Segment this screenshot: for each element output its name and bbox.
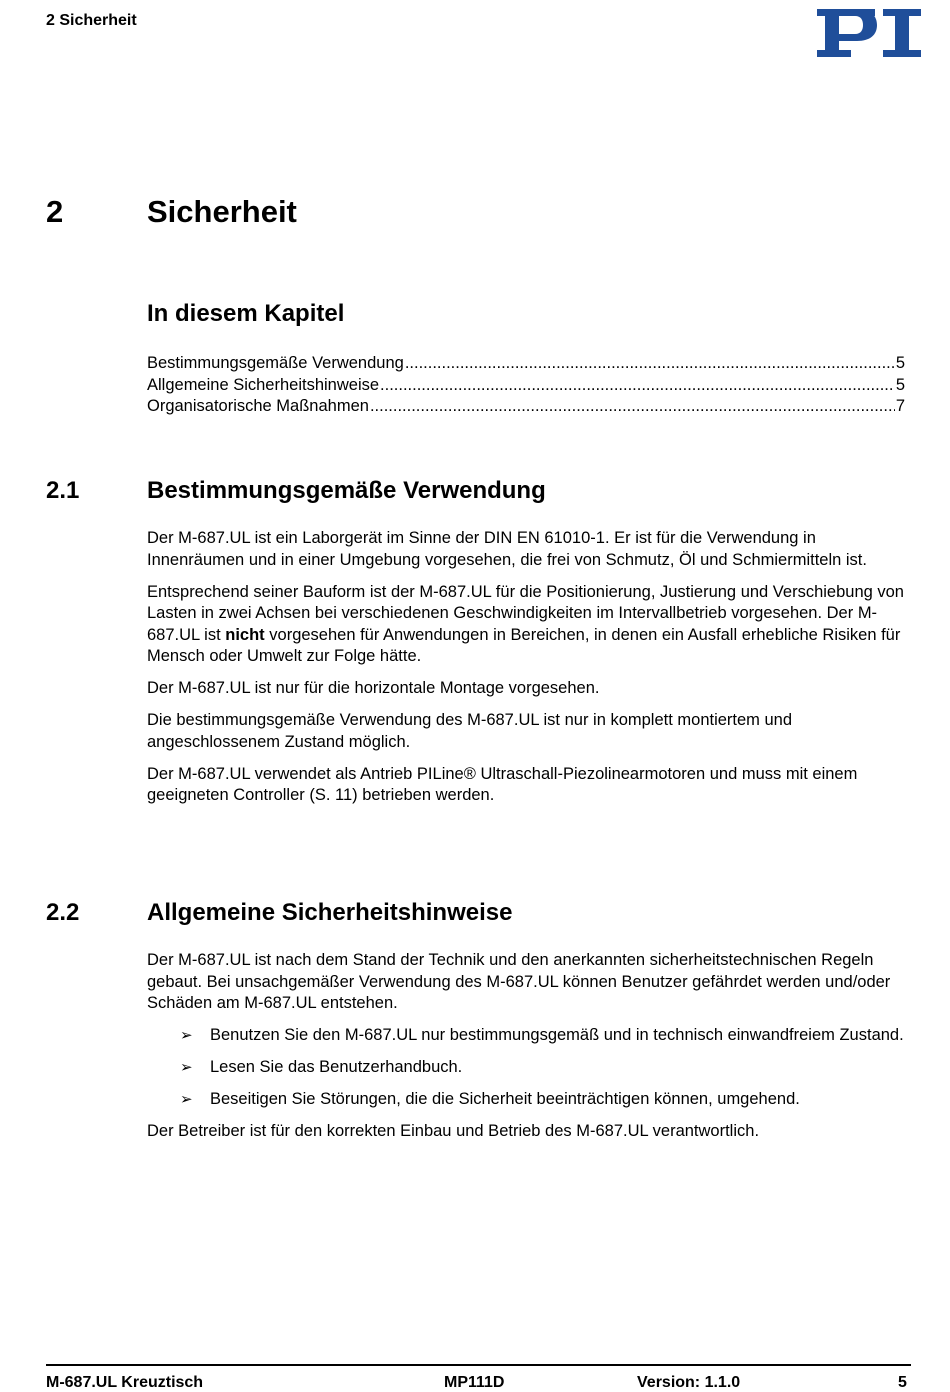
paragraph-text: vorgesehen für Anwendungen in Bereichen, in denen ein Ausfall erhebliche Risiken für Mensch oder Umwelt zur Folge hätte. <box>147 625 901 665</box>
section-body <box>147 950 915 1153</box>
chapter-toc <box>147 353 905 418</box>
paragraph: Die bestimmungsgemäße Verwendung des M-687.UL ist nur in komplett montiertem und angeschlossenem Zustand möglich. <box>147 711 793 751</box>
toc-entry-page[interactable]: 5 <box>895 354 905 372</box>
emphasis-text: nicht <box>225 625 265 644</box>
paragraph <box>147 582 915 668</box>
section-number: 2.1 <box>46 477 80 504</box>
footer-version: Version: 1.1.0 <box>637 1374 741 1391</box>
footer-doc-id: MP111D <box>444 1374 505 1391</box>
running-header: 2 Sicherheit <box>46 12 137 29</box>
toc-entry-label[interactable]: Organisatorische Maßnahmen <box>147 397 369 415</box>
pi-logo <box>815 7 923 58</box>
list-item-text: Lesen Sie das Benutzerhandbuch. <box>210 1058 463 1076</box>
paragraph: Der M-687.UL ist nur für die horizontale Montage vorgesehen. <box>147 679 600 697</box>
list-item <box>147 1089 915 1111</box>
instruction-list <box>147 1025 915 1111</box>
toc-entry[interactable] <box>147 396 905 418</box>
paragraph: Der M-687.UL ist nach dem Stand der Technik und den anerkannten sicherheitstechnischen Regeln gebaut. Bei unsachgemäßer Verwendung des M-687.UL können Benutzer gefährdet werden und/oder Schäden am M-687.UL entstehen. <box>147 951 891 1012</box>
chapter-title: Sicherheit <box>147 194 297 229</box>
toc-heading: In diesem Kapitel <box>147 300 345 327</box>
list-item-text: Benutzen Sie den M-687.UL nur bestimmungsgemäß und in technisch einwandfreiem Zustand. <box>210 1026 904 1044</box>
toc-leader-dots <box>380 375 895 397</box>
arrow-bullet-icon: ➢ <box>180 1091 193 1108</box>
arrow-bullet-icon: ➢ <box>180 1027 193 1044</box>
toc-entry-label[interactable]: Allgemeine Sicherheitshinweise <box>147 375 380 394</box>
toc-entry-page[interactable]: 5 <box>895 375 905 394</box>
toc-leader-dots <box>405 353 895 375</box>
toc-entry-label[interactable]: Bestimmungsgemäße Verwendung <box>147 354 404 372</box>
arrow-bullet-icon: ➢ <box>180 1059 193 1076</box>
section-title: Allgemeine Sicherheitshinweise <box>147 899 513 926</box>
paragraph: Der M-687.UL ist ein Laborgerät im Sinne der DIN EN 61010-1. Er ist für die Verwendung in Innenräumen und in einer Umgebung vorgesehen, die frei von Schmutz, Öl und Schmiermitteln ist. <box>147 529 867 569</box>
paragraph-text: Entsprechend seiner Bauform ist der M-687.UL für die Positionierung, Justierung und Verschiebung von Lasten in zwei Achsen bei verschiedenen Geschwindigkeiten im Intervallbetrieb vorgesehen. Der M-687.UL ist <box>147 582 904 644</box>
section-number: 2.2 <box>46 899 80 926</box>
toc-entry-page[interactable]: 7 <box>895 397 905 415</box>
toc-entry[interactable] <box>147 353 905 375</box>
paragraph: Der Betreiber ist für den korrekten Einbau und Betrieb des M-687.UL verantwortlich. <box>147 1122 760 1140</box>
chapter-number: 2 <box>46 194 64 229</box>
list-item <box>147 1025 915 1047</box>
toc-entry[interactable] <box>147 375 905 397</box>
footer-page-number: 5 <box>898 1374 907 1391</box>
footer-divider <box>46 1364 911 1366</box>
section-title: Bestimmungsgemäße Verwendung <box>147 477 546 504</box>
section-body <box>147 528 915 817</box>
paragraph: Der M-687.UL verwendet als Antrieb PILine® Ultraschall-Piezolinearmotoren und muss mit einem geeigneten Controller (S. 11) betrieben werden. <box>147 764 858 804</box>
list-item-text: Beseitigen Sie Störungen, die die Sicherheit beeinträchtigen können, umgehend. <box>210 1090 800 1108</box>
pi-logo-mark <box>817 9 921 57</box>
list-item <box>147 1057 915 1079</box>
footer-product: M-687.UL Kreuztisch <box>46 1374 204 1391</box>
toc-leader-dots <box>370 396 895 418</box>
